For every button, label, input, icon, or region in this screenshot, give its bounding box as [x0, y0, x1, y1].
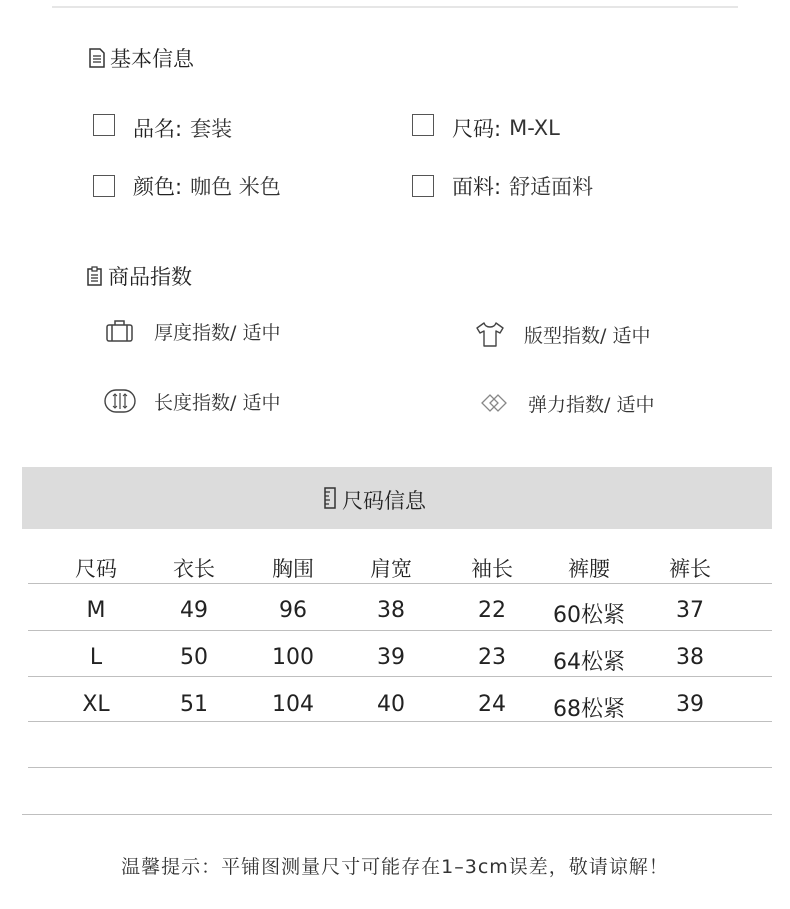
table-cell: 60松紧 — [553, 603, 625, 628]
table-header-cell: 裤腰 — [568, 557, 610, 581]
table-header-cell: 胸围 — [272, 557, 314, 581]
table-cell: 37 — [676, 598, 704, 623]
attr-value: 舒适面料 — [509, 175, 594, 199]
table-cell: 96 — [279, 598, 307, 623]
table-cell: L — [89, 645, 103, 670]
attr-value: 套装 — [190, 117, 233, 141]
table-divider — [28, 767, 772, 768]
attr-name — [133, 113, 232, 143]
table-header-cell: 肩宽 — [370, 557, 412, 581]
table-cell: 38 — [676, 645, 704, 670]
table-cell: 68松紧 — [553, 697, 625, 722]
table-divider — [28, 630, 772, 631]
table-cell: 64松紧 — [553, 650, 625, 675]
table-cell: 100 — [272, 645, 314, 670]
product-index-title: 商品指数 — [108, 265, 192, 289]
document-icon — [88, 48, 106, 68]
table-divider — [28, 583, 772, 584]
attr-key: 面料: — [452, 175, 502, 199]
table-cell: 40 — [377, 692, 405, 717]
notice-text: 温馨提示：平铺图测量尺寸可能存在1–3cm误差，敬请谅解！ — [121, 856, 669, 878]
index-fit — [474, 319, 650, 349]
table-divider — [28, 721, 772, 722]
table-cell: 39 — [377, 645, 405, 670]
table-divider — [22, 814, 772, 815]
clipboard-icon — [86, 266, 104, 286]
table-cell: 24 — [478, 692, 506, 717]
table-cell: 23 — [478, 645, 506, 670]
table-header-cell: 裤长 — [669, 557, 711, 581]
top-divider — [52, 6, 738, 8]
elastic-icon — [478, 388, 510, 418]
attr-color — [133, 171, 281, 201]
checkbox-color[interactable] — [93, 175, 115, 197]
index-thickness — [104, 316, 280, 346]
basic-info-heading — [88, 43, 194, 73]
ruler-icon — [322, 487, 338, 514]
attr-value: M-XL — [509, 116, 560, 140]
length-icon — [104, 386, 136, 416]
attr-size — [452, 113, 560, 143]
checkbox-fabric[interactable] — [412, 175, 434, 197]
table-cell: 104 — [272, 692, 314, 717]
size-info-title: 尺码信息 — [342, 489, 426, 513]
index-label: 版型指数/ 适中 — [524, 324, 651, 347]
attr-value: 咖色 米色 — [190, 175, 281, 199]
table-header-cell: 袖长 — [471, 557, 513, 581]
attr-key: 尺码: — [452, 117, 502, 141]
attr-key: 品名: — [133, 117, 183, 141]
table-cell: 50 — [180, 645, 208, 670]
attr-key: 颜色: — [133, 175, 183, 199]
table-cell: XL — [82, 692, 110, 717]
tshirt-icon — [474, 319, 506, 349]
product-index-heading — [86, 261, 192, 291]
attr-fabric — [452, 171, 593, 201]
bag-icon — [104, 316, 136, 346]
index-length — [104, 386, 280, 416]
checkbox-name[interactable] — [93, 114, 115, 136]
table-header-cell: 尺码 — [75, 557, 117, 581]
basic-info-title: 基本信息 — [110, 47, 194, 71]
table-cell: 51 — [180, 692, 208, 717]
table-divider — [28, 676, 772, 677]
index-label: 厚度指数/ 适中 — [154, 321, 281, 344]
index-label: 弹力指数/ 适中 — [528, 393, 655, 416]
table-cell: 22 — [478, 598, 506, 623]
size-info-heading — [322, 485, 426, 515]
table-cell: 39 — [676, 692, 704, 717]
table-cell: 49 — [180, 598, 208, 623]
checkbox-size[interactable] — [412, 114, 434, 136]
table-cell: M — [86, 598, 106, 623]
index-elasticity — [478, 388, 654, 418]
table-header-cell: 衣长 — [173, 557, 215, 581]
index-label: 长度指数/ 适中 — [154, 391, 281, 414]
table-cell: 38 — [377, 598, 405, 623]
